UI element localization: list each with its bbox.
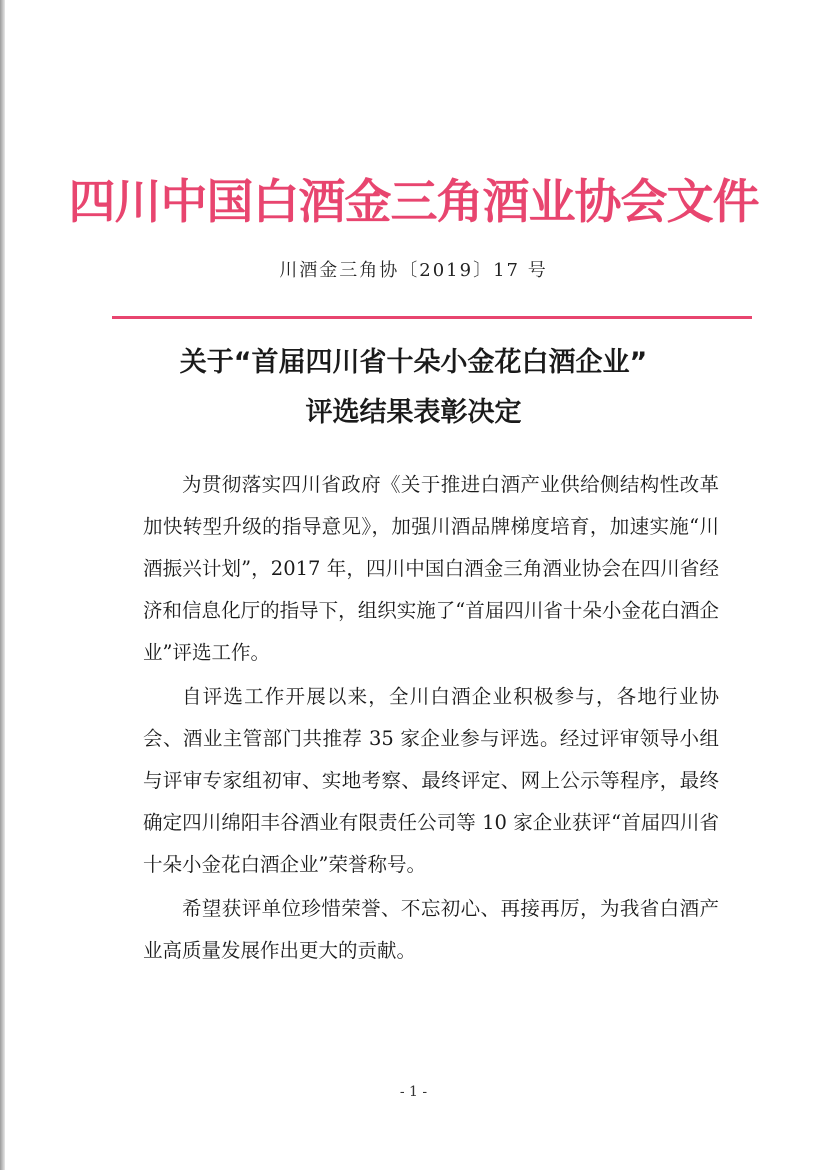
document-title-line-1: 关于“首届四川省十朵小金花白酒企业” (179, 347, 648, 378)
red-divider-line (112, 316, 752, 319)
document-title-line-2: 评选结果表彰决定 (305, 397, 522, 428)
organization-header: 四川中国白酒金三角酒业协会文件 (68, 175, 759, 230)
body-paragraph-1: 为贯彻落实四川省政府《关于推进白酒产业供给侧结构性改革加快转型升级的指导意见》，加强川酒品牌梯度培育，加速实施“川酒振兴计划”，2017 年，四川中国白酒金三角酒业协会在四川省经济和信息化厅的指导下，组织实施了“首届四川省十朵小金花白酒企业”评选工作。 (143, 473, 719, 664)
document-number: 川酒金三角协〔2019〕17 号 (279, 260, 548, 281)
page-number: - 1 - (399, 1084, 428, 1100)
body-paragraph-3: 希望获评单位珍惜荣誉、不忘初心、再接再厉，为我省白酒产业高质量发展作出更大的贡献。 (143, 897, 719, 962)
document-body (143, 464, 719, 974)
body-paragraph-2: 自评选工作开展以来，全川白酒企业积极参与，各地行业协会、酒业主管部门共推荐 35 家企业参与评选。经过评审领导小组与评审专家组初审、实地考察、最终评定、网上公示等程序，最终确定四川绵阳丰谷酒业有限责任公司等 10 家企业获评“首届四川省十朵小金花白酒企业”荣誉称号。 (143, 685, 719, 876)
